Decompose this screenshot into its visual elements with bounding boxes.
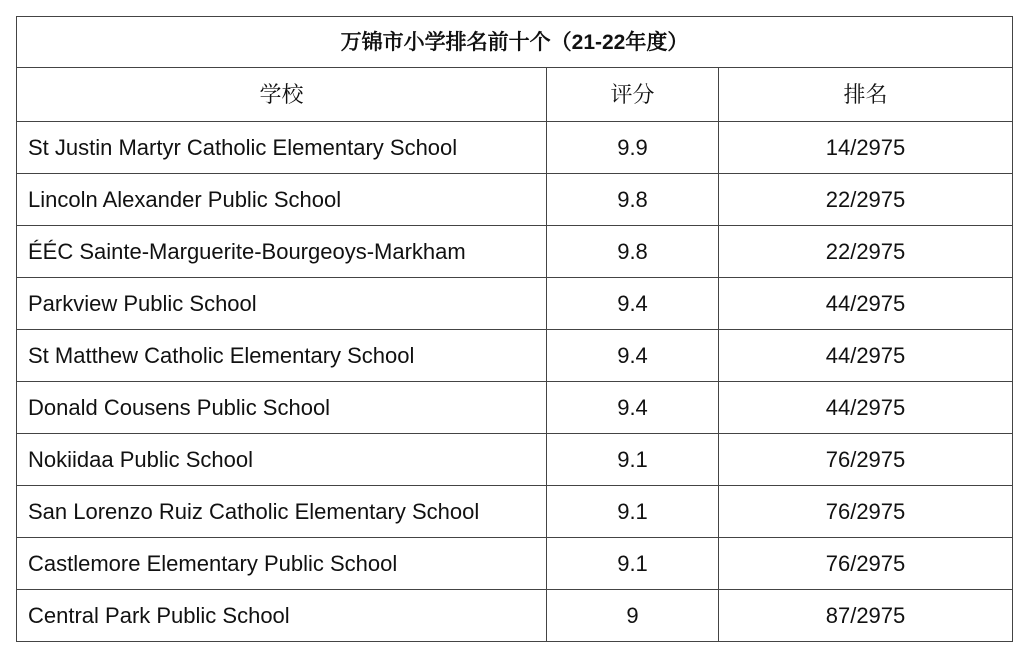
school-name: Donald Cousens Public School [17,382,547,434]
school-rank: 44/2975 [719,330,1013,382]
header-row [17,68,1013,122]
table-row [17,590,1013,642]
school-rank: 44/2975 [719,382,1013,434]
school-score: 9.9 [547,122,719,174]
table-body [17,17,1013,642]
table-row [17,434,1013,486]
table-row [17,122,1013,174]
school-rank: 14/2975 [719,122,1013,174]
school-score: 9.1 [547,486,719,538]
school-name: St Matthew Catholic Elementary School [17,330,547,382]
school-rank: 22/2975 [719,226,1013,278]
school-rank: 76/2975 [719,486,1013,538]
school-name: St Justin Martyr Catholic Elementary School [17,122,547,174]
school-score: 9 [547,590,719,642]
header-score: 评分 [547,68,719,122]
school-ranking-table [16,16,1013,642]
table-row [17,174,1013,226]
school-name: San Lorenzo Ruiz Catholic Elementary School [17,486,547,538]
school-name: Castlemore Elementary Public School [17,538,547,590]
school-score: 9.1 [547,434,719,486]
school-score: 9.8 [547,174,719,226]
school-score: 9.4 [547,382,719,434]
school-score: 9.8 [547,226,719,278]
title-row [17,17,1013,68]
school-name: Central Park Public School [17,590,547,642]
header-school: 学校 [17,68,547,122]
school-name: Parkview Public School [17,278,547,330]
table-row [17,278,1013,330]
school-name: Nokiidaa Public School [17,434,547,486]
table-row [17,226,1013,278]
school-name: Lincoln Alexander Public School [17,174,547,226]
school-score: 9.4 [547,330,719,382]
school-score: 9.4 [547,278,719,330]
school-name: ÉÉC Sainte-Marguerite-Bourgeoys-Markham [17,226,547,278]
table-row [17,538,1013,590]
table-row [17,330,1013,382]
school-rank: 76/2975 [719,538,1013,590]
table-row [17,486,1013,538]
table-title: 万锦市小学排名前十个（21-22年度） [17,17,1013,68]
school-rank: 76/2975 [719,434,1013,486]
table-row [17,382,1013,434]
school-rank: 22/2975 [719,174,1013,226]
school-rank: 44/2975 [719,278,1013,330]
header-rank: 排名 [719,68,1013,122]
school-score: 9.1 [547,538,719,590]
school-rank: 87/2975 [719,590,1013,642]
